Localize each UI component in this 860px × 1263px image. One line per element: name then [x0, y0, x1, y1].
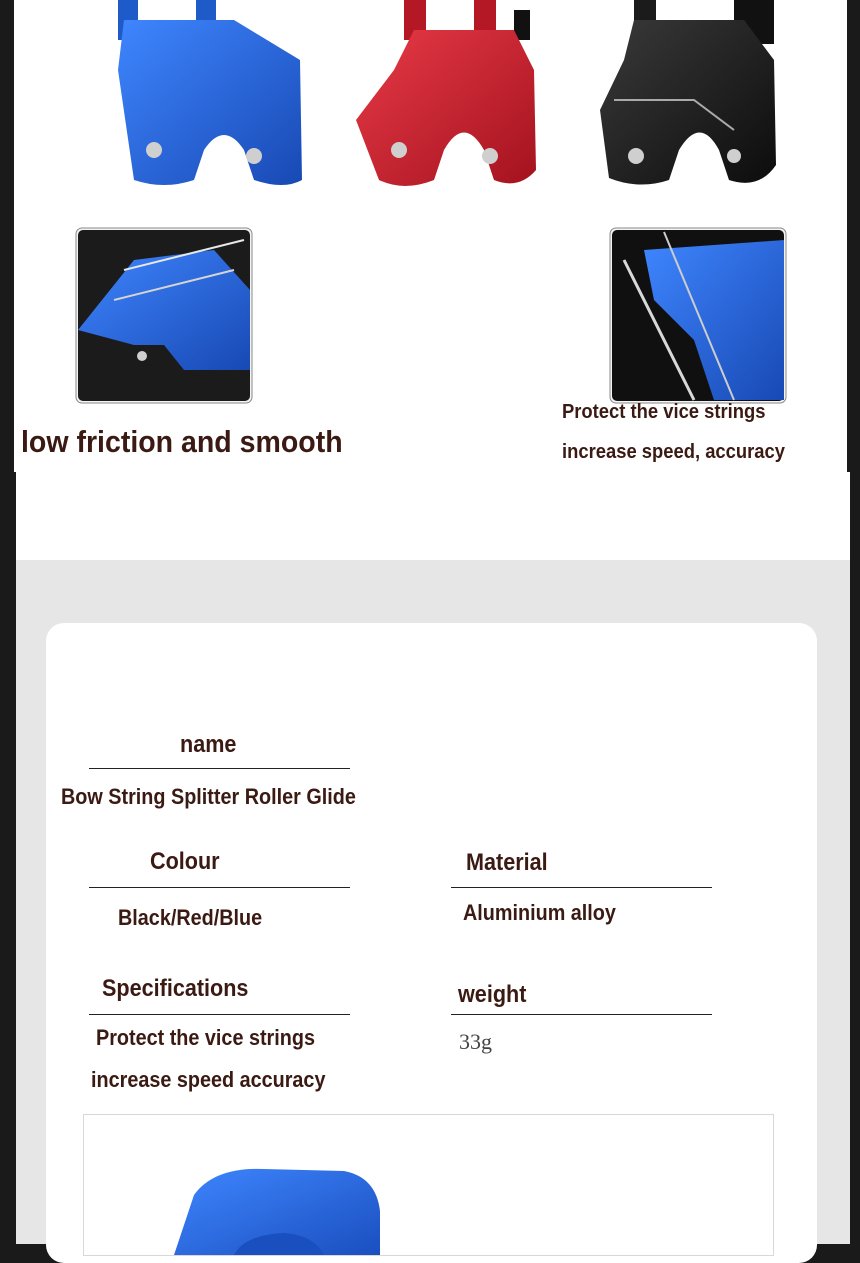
inset-photo-right	[610, 228, 786, 403]
spacer-band	[16, 472, 850, 560]
product-banner	[14, 0, 847, 472]
weight-value: 33g	[459, 1029, 492, 1054]
colour-value: Black/Red/Blue	[118, 905, 263, 930]
colour-label: Colour	[150, 848, 220, 875]
black-splitter	[600, 0, 776, 185]
material-value: Aluminium alloy	[463, 900, 616, 925]
banner-caption-left: low friction and smooth	[21, 424, 343, 459]
product-photo-frame	[83, 1114, 774, 1256]
specifications-line2: increase speed accuracy	[91, 1067, 326, 1092]
colour-divider	[89, 887, 350, 888]
name-divider	[89, 768, 350, 769]
red-splitter	[356, 0, 536, 186]
blue-splitter	[118, 0, 302, 185]
weight-label: weight	[458, 981, 527, 1008]
specifications-label: Specifications	[102, 975, 249, 1002]
banner-caption-right-line1: Protect the vice strings	[562, 401, 766, 423]
name-value: Bow String Splitter Roller Glide	[61, 784, 356, 809]
name-label: name	[180, 731, 237, 758]
inset-photo-left	[76, 228, 252, 403]
banner-caption-right-line2: increase speed, accuracy	[562, 441, 785, 463]
weight-divider	[451, 1014, 712, 1015]
product-photo	[84, 1115, 773, 1255]
material-label: Material	[466, 849, 548, 876]
specifications-line1: Protect the vice strings	[96, 1025, 315, 1050]
specifications-divider	[89, 1014, 350, 1015]
material-divider	[451, 887, 712, 888]
